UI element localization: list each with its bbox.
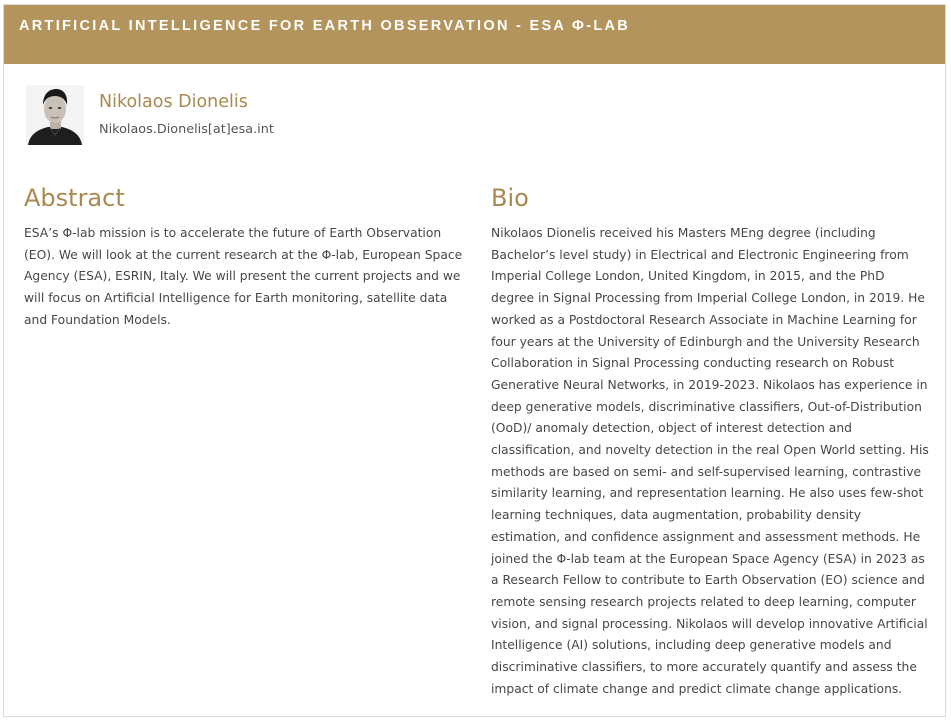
person-portrait-icon: [26, 85, 84, 145]
talk-title-bar: [4, 5, 945, 64]
abstract-text: ESA’s Φ-lab mission is to accelerate the future of Earth Observation (EO). We will look at the current research at the Φ-lab, European Space Agency (ESA), ESRIN, Italy. We will present the current projects and we will focus on Artificial Intelligence for Earth monitoring, satellite data and Foundation Models.: [24, 226, 463, 327]
abstract-section: [24, 183, 469, 332]
talk-title: ARTIFICIAL INTELLIGENCE FOR EARTH OBSERVATION - ESA Φ-LAB: [19, 18, 631, 34]
bio-text: Nikolaos Dionelis received his Masters MEng degree (including Bachelor’s level study) in Electrical and Electronic Engineering from Imperial College London, United Kingdom, in 2015, and the PhD degree in Signal Processing from Imperial College London, in 2019. He worked as a Postdoctoral Research Associate in Machine Learning for four years at the University of Edinburgh and the University Research Collaboration in Signal Processing conducting research on Robust Generative Neural Networks, in 2019-2023. Nikolaos has experience in deep generative models, discriminative classifiers, Out-of-Distribution (OoD)/ anomaly detection, object of interest detection and classification, and novelty detection in the real Open World setting. His methods are based on semi- and self-supervised learning, contrastive similarity learning, and representation learning. He also uses few-shot learning techniques, data augmentation, probability density estimation, and confidence assignment and assessment methods. He joined the Φ-lab team at the European Space Agency (ESA) in 2023 as a Research Fellow to contribute to Earth Observation (EO) science and remote sensing research projects related to deep learning, computer vision, and signal processing. Nikolaos will develop innovative Artificial Intelligence (AI) solutions, including deep generative models and discriminative classifiers, to more accurately quantify and assess the impact of climate change and predict climate change applications.: [491, 226, 929, 696]
speaker-name: Nikolaos Dionelis: [99, 92, 248, 112]
bio-heading: Bio: [491, 184, 529, 212]
talk-card: [3, 4, 946, 717]
abstract-heading: Abstract: [24, 184, 125, 212]
speaker-email: Nikolaos.Dionelis[at]esa.int: [99, 122, 274, 137]
bio-section: [491, 183, 931, 700]
speaker-photo: [26, 85, 84, 145]
